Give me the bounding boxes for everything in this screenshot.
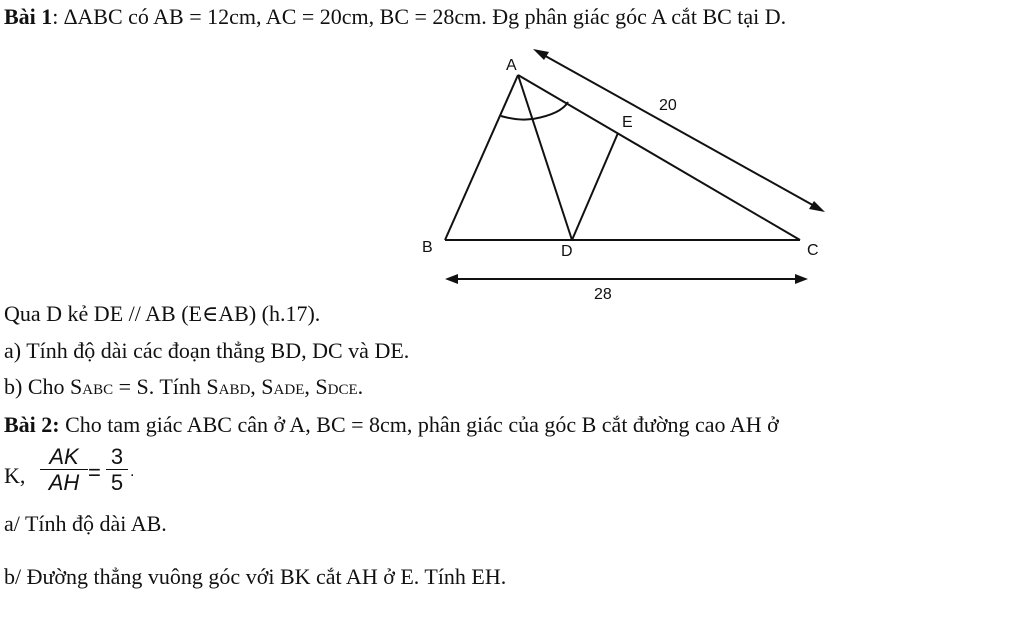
label-e: E <box>622 114 633 131</box>
arrow-bc-head-start <box>445 274 458 284</box>
angle-arc-right <box>533 102 568 119</box>
sub-ade: ADE <box>273 382 305 398</box>
label-d: D <box>561 243 573 260</box>
fraction-denominator: AH <box>40 469 88 496</box>
bai2-part-a: a/ Tính độ dài AB. <box>4 511 167 536</box>
part-b-mid: = S. Tính S <box>113 374 219 399</box>
bai2-statement: Cho tam giác ABC cân ở A, BC = 8cm, phân giác của góc B cắt đường cao AH ở <box>59 412 779 437</box>
label-ac-length: 20 <box>659 97 677 114</box>
label-c: C <box>807 242 819 259</box>
part-b-end: . <box>357 374 364 399</box>
angle-arc-left <box>501 116 532 120</box>
bai1-part-a: a) Tính độ dài các đoạn thẳng BD, DC và DE. <box>4 338 410 363</box>
arrow-ac-shaft <box>540 53 818 208</box>
label-b: B <box>422 239 433 256</box>
sub-dce: DCE <box>327 382 358 398</box>
segment-de <box>572 133 618 240</box>
value-numerator: 3 <box>110 444 124 469</box>
fraction-numerator: AK <box>49 444 79 469</box>
bai1-label: Bài 1 <box>4 4 53 29</box>
bai1-part-b <box>4 374 363 403</box>
part-b-sep1: , S <box>250 374 274 399</box>
fraction-ak-ah <box>40 445 88 496</box>
bai1-line2: Qua D kẻ DE // AB (E∈AB) (h.17). <box>4 301 321 326</box>
bisector-ad <box>518 75 572 240</box>
sub-abc: ABC <box>82 382 114 398</box>
bai2-part-b: b/ Đường thẳng vuông góc với BK cắt AH ở E. Tính EH. <box>4 564 507 589</box>
bai1-colon: : <box>52 4 59 29</box>
sub-abd: ABD <box>218 382 251 398</box>
bai2-label: Bài 2: <box>4 412 60 437</box>
bai1-statement: ∆ABC có AB = 12cm, AC = 20cm, BC = 28cm. Đg phân giác góc A cắt BC tại D. <box>58 4 787 29</box>
label-a: A <box>506 57 517 74</box>
fraction-3-5 <box>106 445 128 496</box>
equals-sign: = <box>88 460 101 485</box>
arrow-ac-head-start <box>533 49 549 60</box>
side-ab <box>445 75 518 240</box>
arrow-ac-head-end <box>809 201 825 212</box>
fraction-end-dot: . <box>130 463 135 480</box>
bai2-k-prefix: K, <box>4 463 26 488</box>
arrow-bc-head-end <box>795 274 808 284</box>
part-b-prefix: b) Cho S <box>4 374 83 399</box>
part-b-sep2: , S <box>304 374 328 399</box>
label-bc-length: 28 <box>594 286 612 303</box>
value-denominator: 5 <box>106 469 128 496</box>
bai2-statement-line <box>4 412 779 438</box>
